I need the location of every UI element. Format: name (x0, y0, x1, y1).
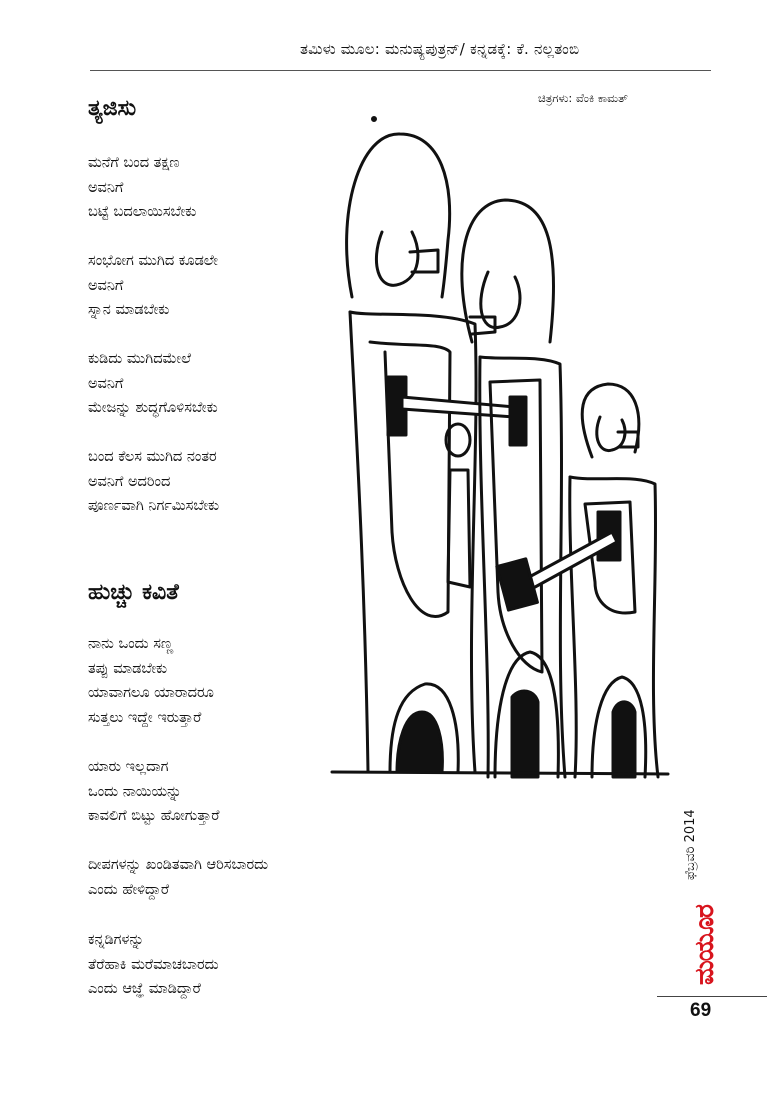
poem-line: ದೀಪಗಳನ್ನು ಖಂಡಿತವಾಗಿ ಆರಿಸಬಾರದು (88, 857, 269, 873)
figure-3-arch-fill (613, 702, 635, 777)
figure-2-head (462, 200, 554, 342)
poem-line: ಕನ್ನಡಿಗಳನ್ನು (88, 932, 145, 948)
poem-line: ಒಂದು ನಾಯಿಯನ್ನು (88, 783, 182, 800)
poem1-stanza-2 (88, 249, 218, 323)
header-rule (90, 70, 711, 71)
poem-line: ಕುಡಿದು ಮುಗಿದಮೇಲೆ (88, 351, 192, 367)
footer-rule (657, 996, 767, 997)
three-figures-illustration (330, 112, 670, 780)
poem2-stanza-1 (88, 632, 214, 730)
poem2-stanza-4 (88, 928, 219, 1002)
poem-line: ಮನೆಗೆ ಬಂದ ತಕ್ಷಣ (88, 155, 180, 171)
figure-2-lower-hand (497, 559, 538, 610)
figure-2-face (481, 272, 520, 328)
poem-line: ಅವನಿಗೆ (88, 277, 124, 294)
poem-line: ಎಂದು ಆಜ್ಞೆ ಮಾಡಿದ್ದಾರೆ (88, 981, 201, 997)
poem-line: ಸ್ನಾನ ಮಾಡಬೇಕು (88, 302, 170, 318)
poem-line: ಅವನಿಗೆ ಅದರಿಂದ (88, 473, 171, 490)
poem-line: ಮೇಜನ್ನು ಶುದ್ಧಗೊಳಿಸಬೇಕು (88, 400, 218, 416)
poem-title-huchchu-kavite: ಹುಚ್ಚು ಕವಿತೆ (88, 580, 179, 605)
poem-line: ಯಾವಾಗಲೂ ಯಾರಾದರೂ (88, 685, 214, 701)
running-header: ತಮಿಳು ಮೂಲ: ಮನುಷ್ಯಪುತ್ರನ್/ ಕನ್ನಡಕ್ಕೆ: ಕೆ. ನಲ್ಲತಂಬಿ (300, 40, 580, 58)
bar-1 (402, 397, 515, 417)
poem-line: ಅವನಿಗೆ (88, 179, 124, 196)
poem-line: ಅವನಿಗೆ (88, 375, 124, 392)
poem-line: ಕಾವಲಿಗೆ ಬಿಟ್ಟು ಹೋಗುತ್ತಾರೆ (88, 808, 220, 824)
figure-1-body (350, 312, 476, 772)
illustration-credit: ಚಿತ್ರಗಳು: ವೆಂಕಿ ಕಾಮತ್ (538, 91, 628, 105)
poem2-stanza-2 (88, 755, 220, 829)
poem-line: ಬಂದ ಕೆಲಸ ಮುಗಿದ ನಂತರ (88, 449, 217, 465)
poem1-stanza-4 (88, 445, 219, 519)
poem-line: ತೆರೆಹಾಕಿ ಮರೆಮಾಚಬಾರದು (88, 956, 219, 973)
poem-line: ಸಂಭೋಗ ಮುಗಿದ ಕೂಡಲೇ (88, 253, 218, 269)
poem2-stanza-3 (88, 853, 268, 902)
figure-1-face (376, 232, 417, 285)
poem-title-tyajisu: ತ್ಯಜಿಸು (88, 96, 137, 121)
poem-line: ಯಾರು ಇಲ್ಲದಾಗ (88, 759, 169, 775)
poem1-stanza-3 (88, 347, 218, 421)
ground-line (332, 772, 668, 774)
poem1-stanza-1 (88, 151, 196, 225)
figure-2-hand (510, 397, 526, 445)
page-number: 69 (690, 1000, 712, 1021)
poem-line: ನಾನು ಒಂದು ಸಣ್ಣ (88, 636, 174, 652)
figure-2-arch-fill (512, 691, 538, 777)
figure-1-arch-fill (397, 712, 442, 772)
poem-line: ಎಂದು ಹೇಳಿದ್ದಾರೆ (88, 881, 170, 898)
dot-mark (373, 118, 376, 121)
issue-date: ಫೆಬ್ರವರಿ 2014 (683, 809, 698, 880)
poem-line: ಬಟ್ಟೆ ಬದಲಾಯಿಸಬೇಕು (88, 204, 197, 220)
poem-line: ಪೂರ್ಣವಾಗಿ ನಿರ್ಗಮಿಸಬೇಕು (88, 498, 220, 514)
poem-line: ತಪ್ಪು ಮಾಡಬೇಕು (88, 660, 168, 677)
magazine-logo: ಮಯೂರ (690, 905, 720, 985)
bar-2 (520, 532, 617, 592)
poem-line: ಸುತ್ತಲು ಇದ್ದೇ ಇರುತ್ತಾರೆ (88, 709, 202, 726)
